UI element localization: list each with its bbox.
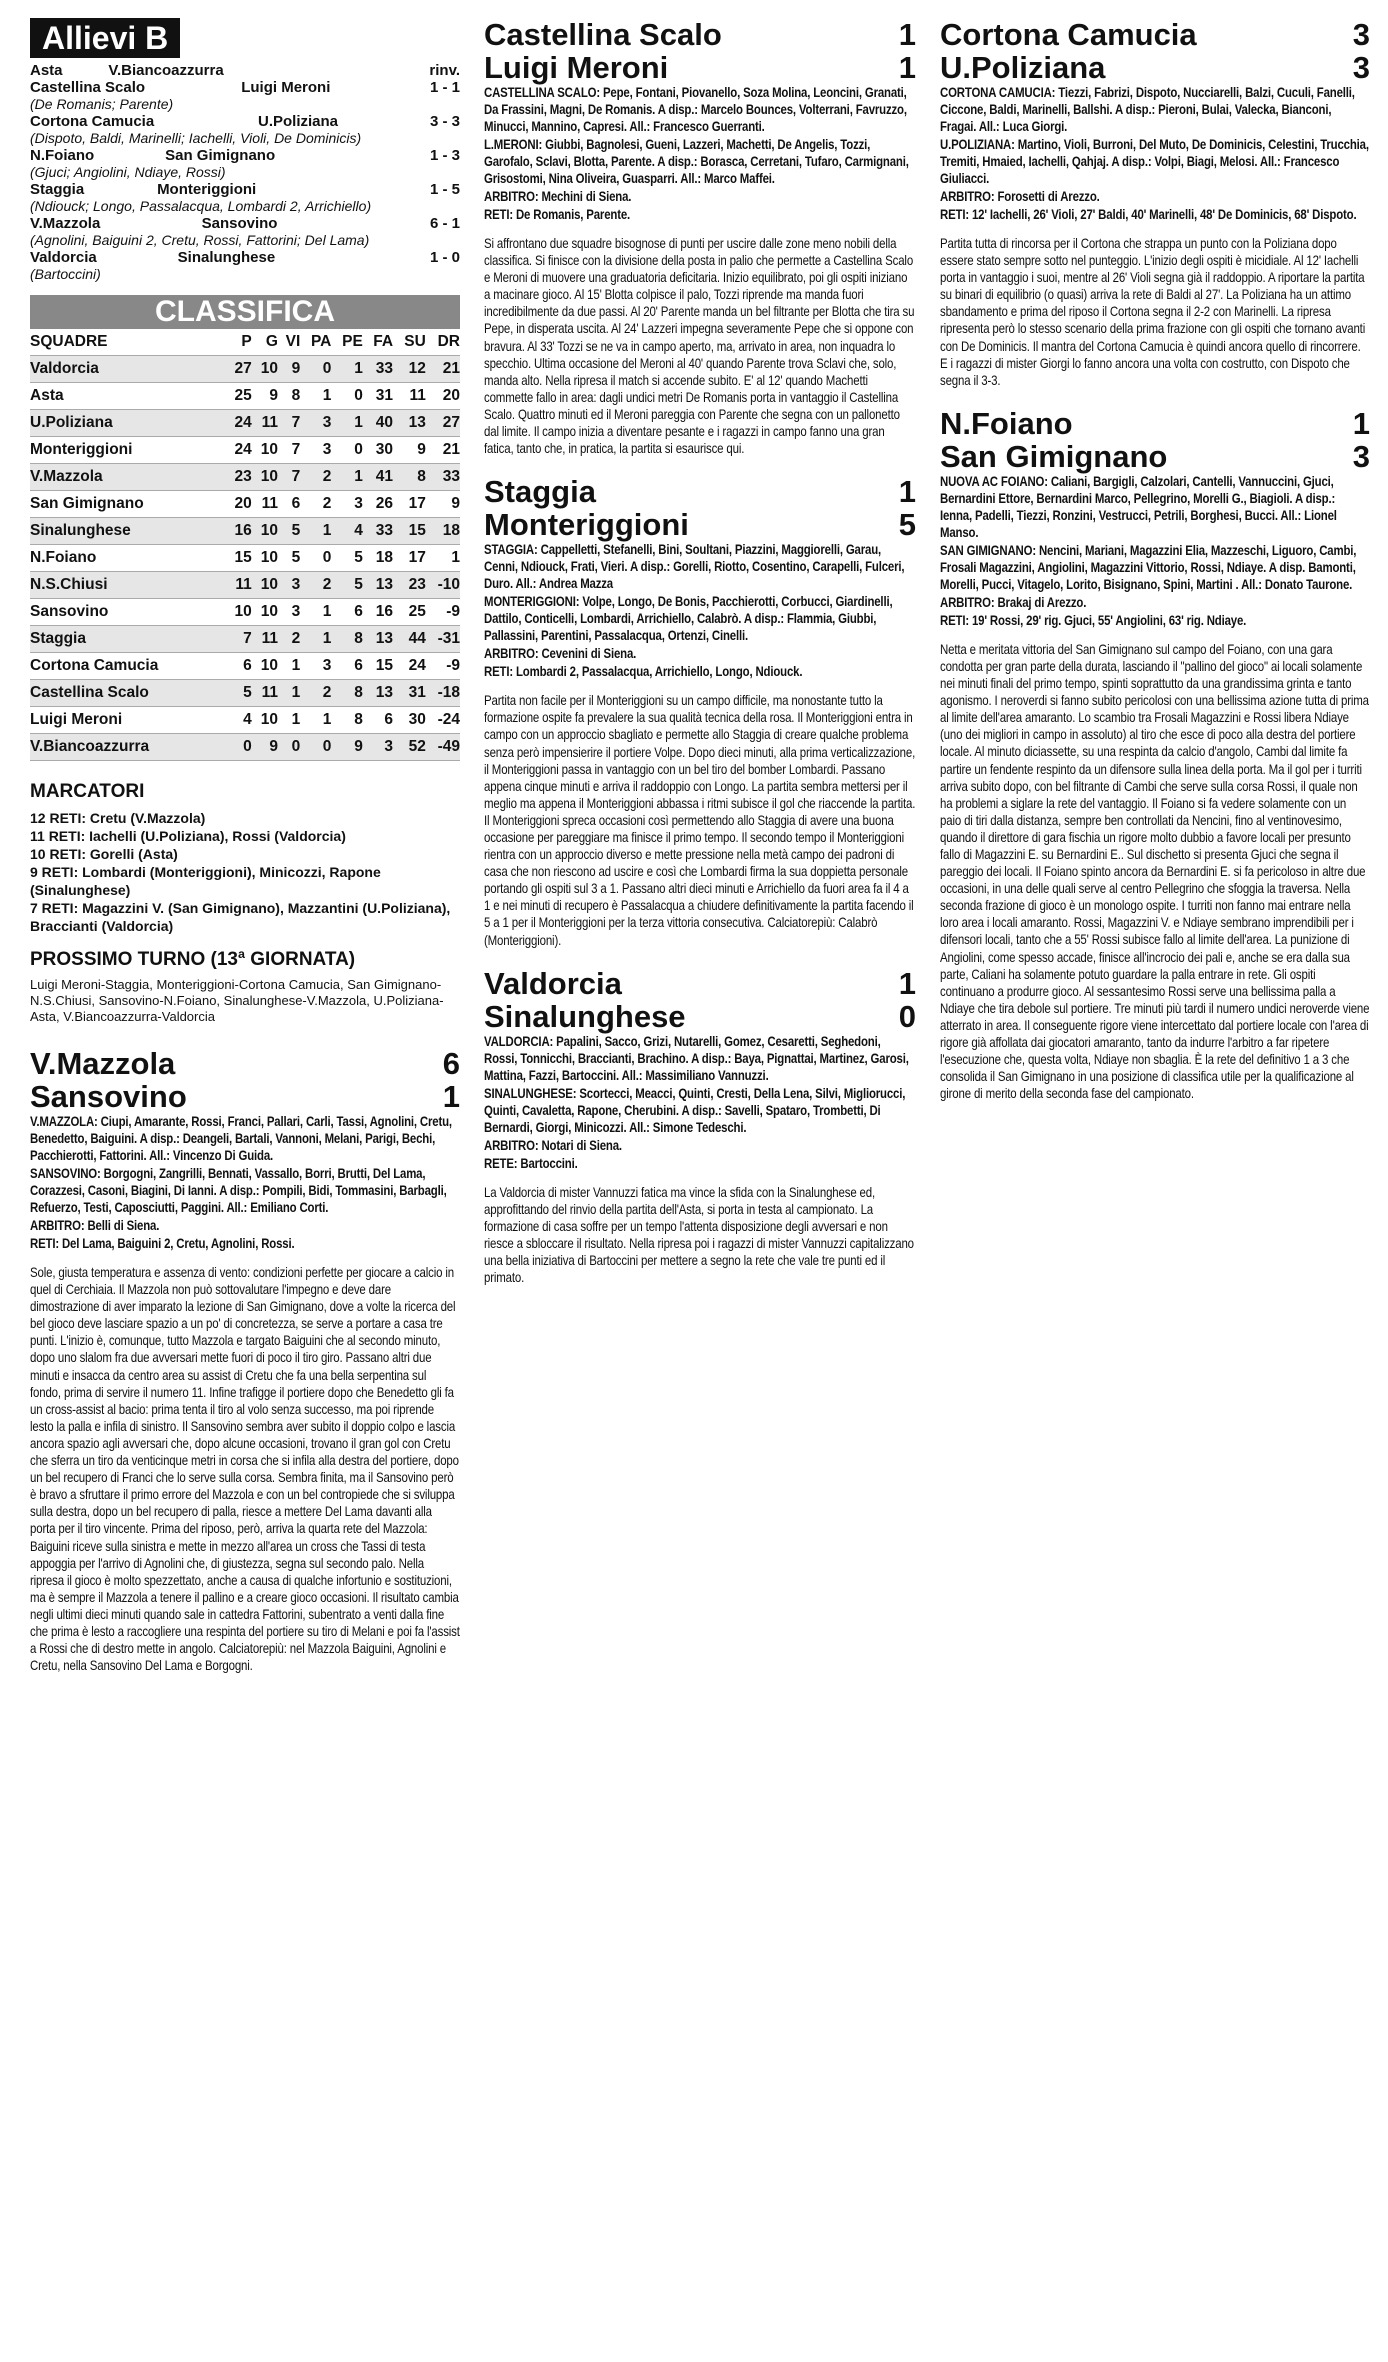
away-team-header — [940, 51, 1370, 84]
table-cell: 11 — [252, 491, 278, 518]
table-cell: 24 — [225, 410, 251, 437]
lineup-line: ARBITRO: Belli di Siena. — [30, 1218, 160, 1233]
away-team-header — [484, 51, 916, 84]
match-report — [30, 1047, 460, 1674]
article-text: La Valdorcia di mister Vannuzzi fatica ma vince la sfida con la Sinalunghese ed, approfittando del rinvio della partita dell'Asta, si porta in testa al campionato. La formazione di casa soffre per un tempo l'attenta disposizione degli avversari e non riesce a sbloccare il risultato. Nella ripresa poi i ragazzi di mister Vannuzzi capitalizzano una bella iniziativa di Bartoccini per mettere a segno la rete che vale tre punti ed il primato. — [484, 1183, 914, 1286]
home-team: Cortona Camucia — [30, 113, 155, 130]
team-score: 1 — [898, 474, 916, 510]
lineup-line: STAGGIA: Cappelletti, Stefanelli, Bini, Soultani, Piazzini, Maggiorelli, Garau, Cenni, Ndiouck, Frati, Vieri. A disp.: Gorelli, Riotto, Cosentino, Carapelli, Fulceri, Duro. All.: Andrea Mazza — [484, 542, 905, 592]
table-cell: 0 — [300, 734, 331, 761]
table-cell: 9 — [393, 437, 426, 464]
team-name: V.Mazzola — [30, 1046, 176, 1081]
lineup-line: RETI: Del Lama, Baiguini 2, Cretu, Agnolini, Rossi. — [30, 1236, 295, 1251]
scorers-line: (Dispoto, Baldi, Marinelli; Iachelli, Violi, De Dominicis) — [30, 130, 362, 146]
scorer-line: 7 RETI: Magazzini V. (San Gimignano), Mazzantini (U.Poliziana), Braccianti (Valdorcia) — [30, 900, 451, 934]
article-text: Si affrontano due squadre bisognose di punti per uscire dalle zone meno nobili della classifica. Si finisce con la divisione della posta in palio che permette a Castellina Scalo e Meroni di muovere una graduatoria deficitaria. Inizio equilibrato, poi gli ospiti iniziano a macinare gioco. Al 15' Blotta colpisce il palo, Tozzi riprende ma manda fuori incredibilmente da due passi. Al 20' Parente manda un bel filtrante per Blotta che tira su Pepe, in disperata uscita. Al 24' Lazzeri impegna severamente Pepe che si oppone con bravura. Al 33' Tozzi se ne va in campo aperto, ma, arrivato in area, non inquadra lo specchio. Ultima occasione del Meroni al 40' quando Parente trova Sclavi che, solo, manda alto. Nella ripresa il match si accende subito. E' al 12' quando Machetti commette fallo in area: dagli undici metri De Romanis porta in vantaggio il Castellina Scalo. Quattro minuti ed il Meroni pareggia con Parente che segna con un pallonetto dal limite. Il campo inizia a diventare pesante e i ragazzi in campo fanno una gran fatica, tanto che, in pratica, la partita si esaurisce qui. — [484, 235, 915, 457]
table-cell: -9 — [426, 653, 460, 680]
table-cell: N.S.Chiusi — [30, 572, 225, 599]
home-team: V.Mazzola — [30, 215, 101, 232]
table-row — [30, 410, 460, 437]
away-team: U.Poliziana — [257, 113, 339, 130]
table-row — [30, 572, 460, 599]
table-cell: 5 — [278, 545, 300, 572]
scorer-line: 11 RETI: Iachelli (U.Poliziana), Rossi (Valdorcia) — [30, 828, 346, 844]
table-cell: 3 — [300, 410, 331, 437]
team-score: 1 — [1352, 405, 1370, 441]
table-cell: 13 — [363, 680, 393, 707]
team-name: Castellina Scalo — [484, 17, 722, 52]
away-team-header — [940, 440, 1370, 473]
table-cell: 1 — [300, 518, 331, 545]
scorers-line: (Gjuci; Angiolini, Ndiaye, Rossi) — [30, 164, 226, 180]
table-cell: 3 — [300, 653, 331, 680]
table-cell: 0 — [278, 734, 300, 761]
team-score: 1 — [898, 17, 916, 52]
table-cell: -24 — [426, 707, 460, 734]
away-team: V.Biancoazzurra — [108, 62, 224, 79]
table-cell: 30 — [363, 437, 393, 464]
team-score: 5 — [898, 507, 916, 543]
table-cell: 2 — [278, 626, 300, 653]
table-cell: 8 — [278, 383, 300, 410]
table-cell: 1 — [278, 680, 300, 707]
scorer-line: 9 RETI: Lombardi (Monteriggioni), Minicozzi, Rapone (Sinalunghese) — [30, 864, 381, 898]
home-team-header — [940, 18, 1370, 51]
table-cell: 10 — [252, 518, 278, 545]
lineup-line: RETI: Lombardi 2, Passalacqua, Arrichiello, Longo, Ndiouck. — [484, 664, 803, 680]
table-header-cell: P — [225, 329, 251, 356]
table-row — [30, 383, 460, 410]
table-cell: 11 — [393, 383, 426, 410]
table-cell: 27 — [225, 356, 251, 383]
table-cell: 9 — [426, 491, 460, 518]
table-cell: 21 — [426, 437, 460, 464]
lineups-block — [940, 473, 1370, 629]
table-cell: 24 — [393, 653, 426, 680]
team-score: 3 — [1352, 438, 1370, 474]
table-cell: 5 — [331, 572, 363, 599]
team-name: Valdorcia — [484, 965, 622, 1001]
table-cell: 12 — [393, 356, 426, 383]
lineup-line: ARBITRO: Notari di Siena. — [484, 1137, 622, 1153]
home-team: Castellina Scalo — [30, 79, 146, 96]
score: 3 - 3 — [429, 113, 460, 130]
table-cell: 17 — [393, 545, 426, 572]
table-row — [30, 653, 460, 680]
table-cell: 8 — [331, 707, 363, 734]
lineup-line: ARBITRO: Cevenini di Siena. — [484, 646, 637, 662]
table-cell: Asta — [30, 383, 225, 410]
table-cell: -18 — [426, 680, 460, 707]
away-team: Sinalunghese — [177, 249, 276, 266]
table-cell: 33 — [363, 356, 393, 383]
team-name: Cortona Camucia — [940, 17, 1197, 52]
table-cell: 5 — [225, 680, 251, 707]
table-cell: 1 — [278, 707, 300, 734]
table-cell: 2 — [300, 491, 331, 518]
table-header-cell: PE — [331, 329, 363, 356]
table-cell: 13 — [393, 410, 426, 437]
table-cell: 3 — [363, 734, 393, 761]
match-report — [940, 407, 1370, 1103]
table-cell: 17 — [393, 491, 426, 518]
table-cell: 27 — [426, 410, 460, 437]
lineups-block — [484, 541, 916, 680]
table-cell: 26 — [363, 491, 393, 518]
home-team-header — [30, 1047, 460, 1080]
table-cell: Monteriggioni — [30, 437, 225, 464]
table-cell: 1 — [331, 464, 363, 491]
table-cell: 0 — [300, 356, 331, 383]
lineup-line: SAN GIMIGNANO: Nencini, Mariani, Magazzini Elia, Mazzeschi, Liguoro, Cambi, Frosali Magazzini, Angiolini, Magazzini Vittorio, Rossi, Ndiaye. A disp. Bamonti, Morelli, Pucci, Vitagelo, Lorito, Bisignano, Spini, Martini . All.: Donato Taurone. — [940, 542, 1357, 592]
table-cell: 20 — [225, 491, 251, 518]
table-cell: 1 — [300, 626, 331, 653]
table-cell: 4 — [331, 518, 363, 545]
table-cell: 11 — [252, 626, 278, 653]
table-cell: 1 — [426, 545, 460, 572]
results-header-row — [30, 62, 460, 79]
table-row — [30, 626, 460, 653]
table-cell: 9 — [278, 356, 300, 383]
table-header-cell: SU — [393, 329, 426, 356]
home-team: Staggia — [30, 181, 85, 198]
result-row — [30, 147, 460, 164]
column-left — [30, 18, 460, 1692]
table-cell: 13 — [363, 572, 393, 599]
table-cell: 7 — [278, 464, 300, 491]
table-cell: 10 — [225, 599, 251, 626]
table-cell: 10 — [252, 464, 278, 491]
table-cell: -31 — [426, 626, 460, 653]
table-cell: 33 — [363, 518, 393, 545]
table-cell: 9 — [252, 734, 278, 761]
scorers-list — [30, 809, 460, 935]
table-cell: 4 — [225, 707, 251, 734]
team-name: San Gimignano — [940, 438, 1168, 474]
lineup-line: ARBITRO: Mechini di Siena. — [484, 189, 632, 204]
table-cell: 1 — [331, 410, 363, 437]
table-cell: 25 — [393, 599, 426, 626]
table-cell: 9 — [252, 383, 278, 410]
lineups-block — [484, 1033, 916, 1172]
lineup-line: RETE: Bartoccini. — [484, 1155, 578, 1171]
match-report — [484, 18, 916, 457]
table-cell: 0 — [331, 437, 363, 464]
lineup-line: L.MERONI: Giubbi, Bagnolesi, Gueni, Lazzeri, Machetti, De Angelis, Tozzi, Garofalo, Sclavi, Blotta, Parente. A disp.: Borasca, Cerretani, Tufaro, Carmignani, Grisostomi, Nina Oliveira, Guasparri. All.: Marco Maffei. — [484, 137, 909, 186]
result-row — [30, 215, 460, 232]
table-cell: 44 — [393, 626, 426, 653]
scorers-line: (Ndiouck; Longo, Passalacqua, Lombardi 2, Arrichiello) — [30, 198, 372, 214]
table-cell: V.Mazzola — [30, 464, 225, 491]
table-row — [30, 707, 460, 734]
table-cell: Staggia — [30, 626, 225, 653]
table-cell: 21 — [426, 356, 460, 383]
scorer-line: 10 RETI: Gorelli (Asta) — [30, 846, 178, 862]
result-row — [30, 249, 460, 266]
lineup-line: MONTERIGGIONI: Volpe, Longo, De Bonis, Pacchierotti, Corbucci, Giardinelli, Dattilo, Conticelli, Lombardi, Arrichiello, Calabrò. A disp.: Flammia, Giubbi, Pallassini, Parentini, Passalacqua, Ortenzi, Cinelli. — [484, 594, 893, 644]
table-cell: 3 — [278, 599, 300, 626]
table-cell: 8 — [331, 626, 363, 653]
table-cell: -9 — [426, 599, 460, 626]
lineups-block — [30, 1113, 460, 1252]
team-name: Sinalunghese — [484, 998, 686, 1034]
team-name: U.Poliziana — [940, 50, 1106, 85]
away-team: Monteriggioni — [157, 181, 257, 198]
table-cell: 30 — [393, 707, 426, 734]
standings-table — [30, 329, 460, 761]
table-cell: 15 — [363, 653, 393, 680]
table-cell: 6 — [225, 653, 251, 680]
table-cell: 0 — [331, 383, 363, 410]
table-cell: 9 — [331, 734, 363, 761]
table-cell: 52 — [393, 734, 426, 761]
score: rinv. — [429, 62, 460, 79]
lineup-line: ARBITRO: Forosetti di Arezzo. — [940, 189, 1100, 204]
table-header-cell: G — [252, 329, 278, 356]
home-team-header — [484, 18, 916, 51]
scorers-line: (Agnolini, Baiguini 2, Cretu, Rossi, Fattorini; Del Lama) — [30, 232, 370, 248]
away-team-header — [30, 1080, 460, 1113]
table-row — [30, 680, 460, 707]
away-team: San Gimignano — [165, 147, 276, 164]
table-cell: 18 — [426, 518, 460, 545]
article-text: Partita tutta di rincorsa per il Cortona che strappa un punto con la Poliziana dopo essere stato sempre sotto nel punteggio. L'inizio degli ospiti è micidiale. Al 12' Iachelli porta in vantaggio i suoi, mentre al 26' Violi segna già il raddoppio. A riportare la partita su binari di equilibrio (o quasi) arriva la rete di Baldi al 27'. La Poliziana ha un attimo sbandamento e prima del riposo il Cortona segna il 2-2 con Marinelli. La ripresa ripresenta però lo stesso scenario della prima frazione con gli ospiti che tornano avanti con De Dominicis. Il mantra del Cortona Camucia è quindi ancora quello di rincorrere. E i ragazzi di mister Giorgi lo fanno ancora una volta con costrutto, con Dispoto che segna il 3-3. — [940, 235, 1366, 388]
table-header-cell: DR — [426, 329, 460, 356]
table-cell: 8 — [331, 680, 363, 707]
away-team: Sansovino — [201, 215, 278, 232]
score: 1 - 3 — [429, 147, 460, 164]
away-team-header — [484, 508, 916, 541]
result-row — [30, 113, 460, 130]
home-team: N.Foiano — [30, 147, 95, 164]
table-cell: 2 — [300, 680, 331, 707]
table-row — [30, 437, 460, 464]
table-header-cell: PA — [300, 329, 331, 356]
team-score: 3 — [1352, 17, 1370, 52]
next-round-title: PROSSIMO TURNO (13ª GIORNATA) — [30, 949, 356, 970]
table-cell: 10 — [252, 572, 278, 599]
result-row — [30, 79, 460, 96]
team-score: 3 — [1352, 50, 1370, 85]
table-cell: 40 — [363, 410, 393, 437]
table-cell: 33 — [426, 464, 460, 491]
table-cell: Castellina Scalo — [30, 680, 225, 707]
table-row — [30, 464, 460, 491]
lineup-line: ARBITRO: Brakaj di Arezzo. — [940, 594, 1087, 610]
scorers-line: (Bartoccini) — [30, 266, 101, 282]
table-cell: 1 — [300, 707, 331, 734]
match-report — [484, 967, 916, 1287]
score: 1 - 5 — [429, 181, 460, 198]
table-cell: U.Poliziana — [30, 410, 225, 437]
scorers-line: (De Romanis; Parente) — [30, 96, 174, 112]
lineup-line: VALDORCIA: Papalini, Sacco, Grizi, Nutarelli, Gomez, Cesaretti, Seghedoni, Rossi, Tonnicchi, Braccianti, Brachino. A disp.: Baya, Pignattai, Martinez, Garosi, Mattina, Fazzi, Bartoccini. All.: Massimiliano Vannuzzi. — [484, 1033, 909, 1083]
classifica-title: CLASSIFICA — [30, 295, 460, 329]
table-row — [30, 545, 460, 572]
table-cell: 3 — [278, 572, 300, 599]
lineup-line: V.MAZZOLA: Ciupi, Amarante, Rossi, Franci, Pallari, Carli, Tassi, Agnolini, Cretu, Benedetto, Baiguini. A disp.: Deangeli, Bartali, Vannoni, Melani, Parigi, Bechi, Pacchierotti, Fattorini. All.: Vincenzo Di Guida. — [30, 1114, 452, 1163]
team-name: Staggia — [484, 474, 596, 510]
result-row — [30, 181, 460, 198]
score: 1 - 0 — [429, 249, 460, 266]
table-cell: 16 — [225, 518, 251, 545]
lineup-line: NUOVA AC FOIANO: Caliani, Bargigli, Calzolari, Cantelli, Vannuccini, Gjuci, Bernardini Ettore, Bernardini Marco, Pellegrino, Morelli G., Biagioli. A disp.: Ienna, Padelli, Tiezzi, Ronzini, Vestrucci, Petrili, Borghesi, Bucci. All.: Lionel Manso. — [940, 473, 1337, 540]
table-cell: 7 — [278, 410, 300, 437]
table-cell: 6 — [278, 491, 300, 518]
lineup-line: RETI: De Romanis, Parente. — [484, 207, 631, 222]
table-cell: 6 — [363, 707, 393, 734]
lineup-line: RETI: 12' Iachelli, 26' Violi, 27' Baldi, 40' Marinelli, 48' De Dominicis, 68' Dispoto. — [940, 207, 1357, 222]
score: 6 - 1 — [429, 215, 460, 232]
team-name: Monteriggioni — [484, 507, 689, 543]
team-name: Sansovino — [30, 1079, 187, 1114]
article-text: Sole, giusta temperatura e assenza di vento: condizioni perfette per giocare a calcio in quel di Cerchiaia. Il Mazzola non può sottovalutare l'impegno e deve dare dimostrazione di aver imparato la lezione di San Gimignano, dove a volte la ricerca del bel gioco deve lasciare spazio a un po' di concretezza, se serve a portare a casa tre punti. L'inizio è, comunque, tutto Mazzola e targato Baiguini che al secondo minuto, dopo uno slalom fra due avversari mette fuori di poco il tiro giro. Passano altri due minuti e insacca da centro area su assist di Cretu che fa una bella serpentina sul fondo, prima di servire il numero 11. Infine trafigge il portiere dopo che Benedetto gli fa un cross-assist al bacio: prima tenta il tiro al volo senza successo, ma poi riprende lesto la palla e infila di sinistro. Il Sansovino sembra aver subito il doppio colpo e lascia ancora spazio agli avversari che, dopo alcune occasioni, trovano il gran gol con Cretu che sferra un tiro da venticinque metri in corsa che si infila alla destra del portiere, dopo un bel recupero di Franci che lo serve sulla corsa. Sembra finita, ma il Sansovino però è bravo a sfruttare il primo errore del Mazzola e con un bel contropiede che si sviluppa sulla destra, dopo un bel recupero di palla, riesce a mettere Del Lama davanti alla porta per il tiro vincente. Prima del riposo, però, arriva la quarta rete del Mazzola: Baiguini riceve sulla sinistra e mette in mezzo all'area un cross che Tassi di testa appoggia per l'arrivo di Agnolini che, di giustezza, segna sul secondo palo. Nella ripresa il gioco è molto spezzettato, anche a causa di qualche infortunio e sostituzioni, ma è sempre il Mazzola a tenere il pallino e a creare gioco occasioni. Il risultato cambia negli ultimi dieci minuti quando sale in cattedra Fattorini, subentrato a venti dalla fine che prima è lesto a raccogliere una respinta del portiere su tiro di Melani e poi fa l'assist a Rossi che di destro mette in angolo. Calciatorepiù: nel Mazzola Baiguini, Agnolini e Cretu, nella Sansovino Del Lama e Borgogni. — [30, 1264, 460, 1674]
table-cell: N.Foiano — [30, 545, 225, 572]
table-cell: 3 — [300, 437, 331, 464]
table-cell: 2 — [300, 572, 331, 599]
table-row — [30, 356, 460, 383]
table-header-cell: SQUADRE — [30, 329, 225, 356]
table-cell: 6 — [331, 653, 363, 680]
lineup-line: SANSOVINO: Borgogni, Zangrilli, Bennati, Vassallo, Borri, Brutti, Del Lama, Corazzesi, Casoni, Biagini, Di Ianni. A disp.: Pompili, Bidi, Tommasini, Barbagli, Refuerzo, Testi, Caposciutti, Paggini. All.: Emiliano Corti. — [30, 1166, 447, 1215]
table-cell: 18 — [363, 545, 393, 572]
lineups-block — [484, 84, 916, 223]
table-cell: 1 — [278, 653, 300, 680]
home-team-header — [484, 967, 916, 1000]
table-cell: 10 — [252, 599, 278, 626]
table-cell: 41 — [363, 464, 393, 491]
next-round-fixtures: Luigi Meroni-Staggia, Monteriggioni-Cortona Camucia, San Gimignano-N.S.Chiusi, Sansovino-N.Foiano, Sinalunghese-V.Mazzola, U.Poliziana-Asta, V.Biancoazzurra-Valdorcia — [30, 977, 444, 1024]
table-cell: 3 — [331, 491, 363, 518]
table-cell: 24 — [225, 437, 251, 464]
table-header-cell: FA — [363, 329, 393, 356]
away-team-header — [484, 1000, 916, 1033]
article-text: Netta e meritata vittoria del San Gimignano sul campo del Foiano, con una gara condotta per gran parte della durata, lasciando il "pallino del gioco" ai locali solamente nei minuti finali del primo tempo, spinti soprattutto da una grandissima grinta e tanto agonismo. I neroverdi si fanno subito pericolosi con una bellissima azione tutta di prima al limite dell'area amaranto. Lo scambio tra Frosali Magazzini e Rossi libera Ndiaye (uno dei migliori in campo in assoluto) al tiro che esce di poco alla destra del portiere locale. Al minuto diciassette, su una respinta da calcio d'angolo, Cambi dal limite fa partire un fendente respinto da un difensore sulla linea della porta. Ma il gol per i turriti arriva subito dopo, con bel filtrante di Cambi che serve sulla corsa Rossi, il quale non ha problemi a siglare la rete del vantaggio. Il Foiano si fa vedere solamente con un paio di tiri dalla distanza, sempre ben controllati da Nencini, fino al ventinovesimo, quando il direttore di gara fischia un rigore molto dubbio a favore locali per presunto fallo di Magazzini E. su Bernardini E.. Sul dischetto si presenta Gjuci che segna il pareggio dei locali. Il Foiano spinto ancora da Bernardini E. si fa pericoloso in altre due occasioni, in una delle quali serve al centro Pellegrino che sfoggia la traversa. Nella seconda frazione di gioco è un monologo ospite. I turriti non fanno mai entrare nella loro area i locali amaranto. Rossi, Magazzini V. e Ndiaye sembrano imprendibili per i difensori locali, tanto che a 55' Rossi subisce fallo al limite dell'area. La punizione di Angiolini, come spesso accade, finisce all'incrocio dei pali e, anche se era dalla sua parte, Caliani ha solamente potuto guardare la palla entrare in rete. Gli ospiti continuano a produrre gioco. Al sessantesimo Rossi serve una bellissima palla a Ndiaye che tira debole sul portiere. Tre minuti più tardi il numero undici neroverde viene atterrato in area. Il conseguente rigore viene intercettato dal portiere locale con l'area di rigore già affollata dai giocatori amaranto, tanto da indurre l'arbitro a far ripetere l'esecuzione che, questa volta, Ndiaye non sbaglia. È la rete del definitivo 1 a 3 che consolida il San Gimignano in una posizione di classifica utile per la qualificazione al girone di merito della seconda fase del campionato. — [940, 640, 1370, 1102]
table-cell: 16 — [363, 599, 393, 626]
score: 1 - 1 — [429, 79, 460, 96]
lineup-line: CASTELLINA SCALO: Pepe, Fontani, Piovanello, Soza Molina, Leoncini, Granati, Da Frassini, Magni, De Romanis. A disp.: Marcelo Bounces, Volterrani, Favruzzo, Minucci, Mannino, Capresi. All.: Francesco Guerranti. — [484, 85, 907, 134]
table-cell: 15 — [393, 518, 426, 545]
table-cell: 31 — [393, 680, 426, 707]
column-right — [940, 18, 1370, 1120]
team-name: Luigi Meroni — [484, 50, 669, 85]
lineup-line: RETI: 19' Rossi, 29' rig. Gjuci, 55' Angiolini, 63' rig. Ndiaye. — [940, 612, 1247, 628]
table-cell: 23 — [393, 572, 426, 599]
table-cell: Cortona Camucia — [30, 653, 225, 680]
table-cell: 0 — [225, 734, 251, 761]
column-middle — [484, 18, 916, 1304]
lineups-block — [940, 84, 1370, 223]
table-cell: 10 — [252, 545, 278, 572]
table-cell: 20 — [426, 383, 460, 410]
table-row — [30, 734, 460, 761]
table-cell: San Gimignano — [30, 491, 225, 518]
table-row — [30, 599, 460, 626]
team-score: 1 — [898, 50, 916, 85]
table-cell: 1 — [331, 356, 363, 383]
table-header-cell: VI — [278, 329, 300, 356]
home-team-header — [484, 475, 916, 508]
table-cell: 6 — [331, 599, 363, 626]
results-list — [30, 79, 460, 283]
away-team: Luigi Meroni — [241, 79, 331, 96]
table-cell: 10 — [252, 356, 278, 383]
home-team: Valdorcia — [30, 249, 97, 266]
lineup-line: U.POLIZIANA: Martino, Violi, Burroni, Del Muto, De Dominicis, Celestini, Trucchia, Tremiti, Hmaied, Iachelli, Qahjaj. A disp.: Volpi, Biagi, Melosi. All.: Francesco Giuliacci. — [940, 137, 1369, 186]
table-cell: 15 — [225, 545, 251, 572]
team-score: 1 — [442, 1079, 460, 1114]
home-team-header — [940, 407, 1370, 440]
table-cell: 7 — [225, 626, 251, 653]
table-cell: Sinalunghese — [30, 518, 225, 545]
table-row — [30, 491, 460, 518]
table-cell: 10 — [252, 707, 278, 734]
table-cell: 31 — [363, 383, 393, 410]
table-cell: 10 — [252, 653, 278, 680]
table-cell: 8 — [393, 464, 426, 491]
table-cell: 5 — [331, 545, 363, 572]
table-cell: 11 — [225, 572, 251, 599]
article-text: Partita non facile per il Monteriggioni su un campo difficile, ma nonostante tutto la formazione ospite fa prevalere la sua qualità tecnica della rosa. Il Monteriggioni entra in campo con un approccio sbagliato e permette allo Staggia di creare qualche problema senza però impensierire il portiere Volpe. Dopo dieci minuti, alla prima verticalizzazione, il Monteriggioni passa in vantaggio con un bel tiro del bomber Lombardi. Passano appena cinque minuti e arriva il raddoppio con Longo. La partita sembra mettersi per il meglio ma appena il Monteriggioni abbassa i ritmi subisce il gol che riaccende la partita. Il Monteriggioni spreca occasioni così permettendo allo Staggia di avere una buona occasione per pareggiare ma finisce il primo tempo. Il secondo tempo il Monteriggioni rientra con un approccio diverso e mette pressione nella metà campo dei padroni di casa che non riescono ad uscire e così che Lombardi firma la sua doppietta personale portando gli ospiti sul 3 a 1. Passano altri dieci minuti e Arrichiello da fuori area fa il 4 a 1 e nei minuti di recupero è Passalacqua a chiudere definitivamente la partita facendo il 5 a 1 per il Monteriggioni per la terza vittoria consecutiva. Calciatorepiù: Calabrò (Monteriggioni). — [484, 692, 916, 948]
table-cell: 1 — [300, 383, 331, 410]
table-row — [30, 518, 460, 545]
section-title: Allievi B — [30, 18, 460, 58]
scorer-line: 12 RETI: Cretu (V.Mazzola) — [30, 810, 206, 826]
table-cell: -10 — [426, 572, 460, 599]
table-cell: 25 — [225, 383, 251, 410]
table-cell: 1 — [300, 599, 331, 626]
table-cell: 2 — [300, 464, 331, 491]
table-cell: 5 — [278, 518, 300, 545]
lineup-line: SINALUNGHESE: Scortecci, Meacci, Quinti, Cresti, Della Lena, Silvi, Migliorucci, Quinti, Cavaletta, Rapone, Cherubini. A disp.: Savelli, Spataro, Trombetti, Di Bernardi, Giorgi, Minicozzi. All.: Simone Tedeschi. — [484, 1085, 906, 1135]
table-cell: 11 — [252, 680, 278, 707]
table-cell: -49 — [426, 734, 460, 761]
table-cell: 0 — [300, 545, 331, 572]
lineup-line: CORTONA CAMUCIA: Tiezzi, Fabrizi, Dispoto, Nucciarelli, Balzi, Cuculi, Fanelli, Ciccone, Baldi, Marinelli, Ballshi. A disp.: Pieroni, Bulai, Valecka, Bianconi, Fragai. All.: Luca Giorgi. — [940, 85, 1355, 134]
team-score: 0 — [898, 998, 916, 1034]
team-score: 6 — [442, 1046, 460, 1081]
team-name: N.Foiano — [940, 405, 1073, 441]
match-report — [940, 18, 1370, 389]
table-cell: 11 — [252, 410, 278, 437]
home-team: Asta — [30, 62, 63, 79]
table-cell: 10 — [252, 437, 278, 464]
table-cell: 7 — [278, 437, 300, 464]
match-report — [484, 475, 916, 948]
table-cell: Sansovino — [30, 599, 225, 626]
table-cell: 13 — [363, 626, 393, 653]
table-cell: V.Biancoazzurra — [30, 734, 225, 761]
results-table — [30, 62, 460, 79]
table-cell: Valdorcia — [30, 356, 225, 383]
table-cell: 23 — [225, 464, 251, 491]
table-cell: Luigi Meroni — [30, 707, 225, 734]
team-score: 1 — [898, 965, 916, 1001]
marcatori-title: MARCATORI — [30, 781, 145, 802]
